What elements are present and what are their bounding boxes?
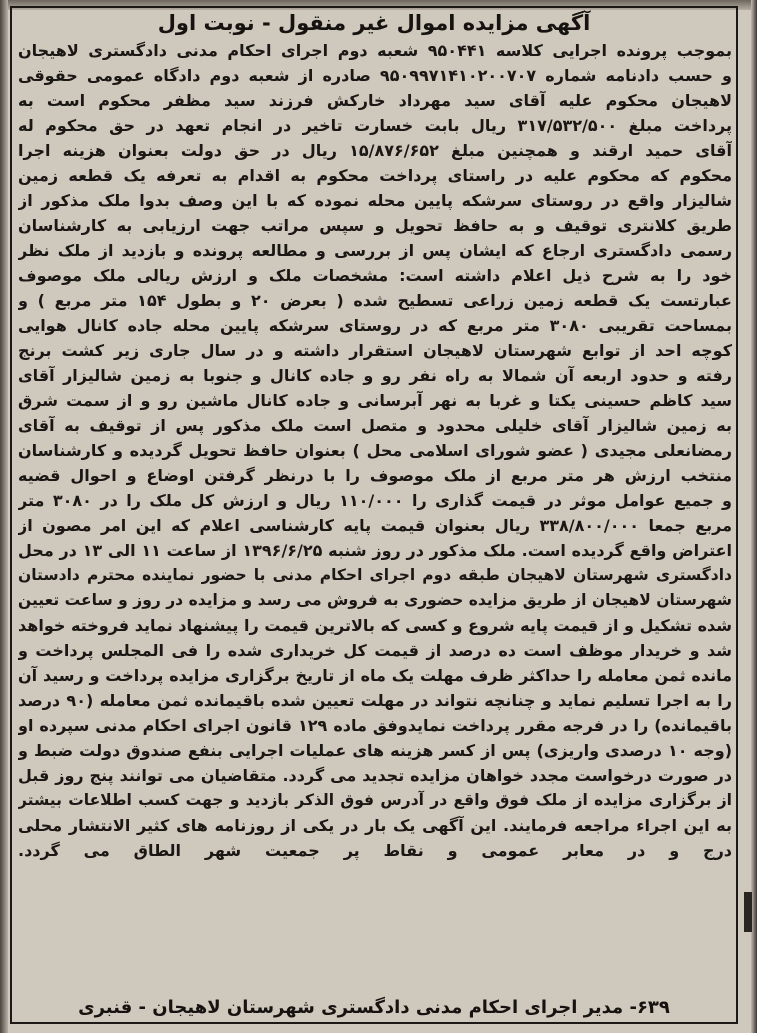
notice-line: رمضانعلی مجیدی ( عضو شورای اسلامی محل ) بعنوان حافظ تحویل گردیده و کارشناسان bbox=[18, 441, 732, 460]
notice-line: لاهیجان محکوم علیه آقای سید مهرداد خارکش فرزند سید مظفر محکوم است به bbox=[18, 91, 732, 110]
left-edge-strip bbox=[0, 0, 8, 1033]
notice-line: شد و خریدار موظف است ده درصد از قیمت کل خریداری شده را فی المجلس پرداخت و bbox=[18, 641, 732, 660]
notice-line: به این اجراء مراجعه فرمایند. این آگهی یک بار در یکی از روزنامه های کثیر الانتشار محلی bbox=[18, 816, 732, 835]
notice-line: کوچه احد از توابع شهرستان لاهیجان استقرار داشته و در سال جاری زیر کشت برنج bbox=[18, 341, 732, 360]
notice-line: آقای حمید ارقند و همچنین مبلغ ۱۵/۸۷۶/۶۵۲ ریال در حق دولت بعنوان هزینه اجرا bbox=[18, 141, 732, 160]
notice-body bbox=[18, 38, 732, 863]
notice-line: مانده ثمن معامله را حداکثر ظرف مهلت یک ماه از تاریخ برگزاری مزایده پرداخت و رسید آن bbox=[18, 666, 732, 685]
notice-line: منتخب ارزش هر متر مربع از ملک موصوف را با درنظر گرفتن اوضاع و احوال قضیه bbox=[18, 466, 732, 485]
notice-line: اعتراض واقع گردیده است. ملک مذکور در روز شنبه ۱۳۹۶/۶/۲۵ از ساعت ۱۱ الی ۱۳ در محل bbox=[18, 541, 732, 560]
notice-line: باقیمانده) را در فرجه مقرر پرداخت نمایدوفق ماده ۱۲۹ قانون اجرای احکام مدنی سپرده او bbox=[18, 716, 732, 735]
notice-signature: ۶۳۹- مدیر اجرای احکام مدنی دادگستری شهرستان لاهیجان - قنبری bbox=[78, 997, 670, 1018]
notice-line: رفته و حدود اربعه آن شمالا به راه نفر رو و جاده کانال و جنوبا به زمین شالیزار آقای bbox=[18, 366, 732, 385]
notice-line: شده تشکیل و از قیمت پایه شروع و کسی که بالاترین قیمت را پیشنهاد نماید فروخته خواهد bbox=[18, 616, 732, 635]
notice-line: دادگستری شهرستان لاهیجان طبقه دوم اجرای احکام مدنی با حضور نماینده محترم دادستان bbox=[18, 566, 732, 584]
notice-line: عبارتست یک قطعه زمین زراعی تسطیح شده ( بعرض ۲۰ و بطول ۱۵۴ متر مربع ) و bbox=[18, 291, 732, 310]
notice-line: و حسب دادنامه شماره ۹۵۰۹۹۷۱۴۱۰۲۰۰۷۰۷ صادره از شعبه دوم دادگاه عمومی حقوقی bbox=[18, 66, 732, 85]
notice-line: خود را به شرح ذیل اعلام داشته است: مشخصات ملک و ارزش ریالی ملک موصوف bbox=[18, 266, 732, 285]
notice-line: رسمی دادگستری ارجاع که ایشان پس از بررسی و مطالعه پرونده و بازدید از ملک نظر bbox=[18, 241, 732, 260]
notice-line: (وجه ۱۰ درصدی واریزی) پس از کسر هزینه های عملیات اجرایی بنفع صندوق دولت ضبط و bbox=[18, 741, 732, 760]
notice-line: شالیزار واقع در روستای سرشکه پایین محله نموده که با این وصف بدوا ملک مذکور از bbox=[18, 191, 732, 210]
notice-line: به زمین شالیزار آقای خلیلی محدود و متصل است ملک مذکور پس از توقیف به آقای bbox=[18, 416, 732, 435]
notice-line: شهرستان لاهیجان از طریق مزایده حضوری به فروش می رسد و مزایده در روز و ساعت تعیین bbox=[18, 591, 732, 609]
notice-line: بمساحت تقریبی ۳۰۸۰ متر مربع که در روستای سرشکه پایین محله جاده کانال هوایی bbox=[18, 316, 732, 335]
notice-line: درج و در معابر عمومی و نقاط پر جمعیت شهر الطاق می گردد. bbox=[18, 841, 732, 860]
notice-line: مربع جمعا ۳۳۸/۸۰۰/۰۰۰ ریال بعنوان قیمت پایه کارشناسی اعلام که این امر مصون از bbox=[18, 516, 732, 535]
notice-line: سید کاظم حسینی یکتا و غربا به نهر آبرسانی و جاده کانال ماشین رو و از سمت شرق bbox=[18, 391, 732, 410]
notice-line: طریق کلانتری توقیف و به حافظ تحویل و سپس مراتب جهت ارزیابی به کارشناسان bbox=[18, 216, 732, 235]
notice-line: بموجب پرونده اجرایی کلاسه ۹۵۰۴۴۱ شعبه دوم اجرای احکام مدنی دادگستری لاهیجان bbox=[18, 41, 732, 60]
notice-line: از برگزاری مزایده از ملک فوق واقع در آدرس فوق الذکر بازدید و جهت کسب اطلاعات بیشتر bbox=[18, 791, 732, 809]
notice-line: را به اجرا تسلیم نماید و چنانچه نتواند در مهلت تعیین شده باقیمانده ثمن معامله (۹۰ درصد bbox=[18, 691, 732, 710]
notice-line: پرداخت مبلغ ۳۱۷/۵۳۲/۵۰۰ ریال بابت خسارت تاخیر در انجام تعهد در حق محکوم له bbox=[18, 116, 732, 135]
notice-line: محکوم که محکوم علیه در راستای پرداخت محکوم به اقدام به تعرفه یک قطعه زمین bbox=[18, 166, 732, 185]
notice-line: در صورت درخواست مجدد خواهان مزایده تجدید می گردد. متقاضیان می توانند پنج روز قبل bbox=[18, 766, 732, 785]
notice-title: آگهی مزایده اموال غیر منقول - نوبت اول bbox=[157, 11, 591, 35]
notice-line: و جمیع عوامل موثر در قیمت گذاری را ۱۱۰/۰۰۰ ریال و ارزش کل ملک را در ۳۰۸۰ متر bbox=[18, 491, 732, 510]
adjacent-column-fragment bbox=[744, 892, 752, 932]
right-edge-strip bbox=[751, 0, 757, 1033]
